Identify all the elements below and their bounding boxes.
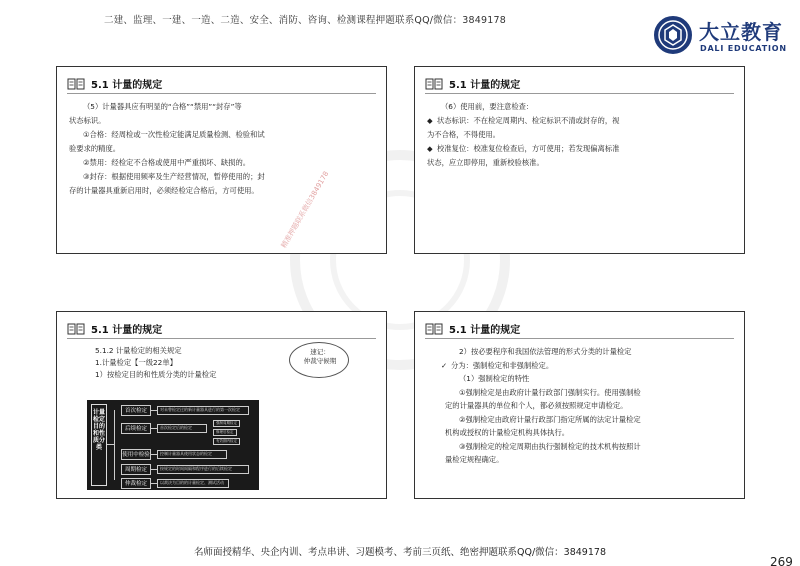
text-line: 5.1.2 计量检定的相关规定 xyxy=(95,346,182,355)
diagram-row xyxy=(121,477,229,489)
text-line: 1.计量检定【一级22单】 xyxy=(95,358,177,367)
text-line: 验要求的精度。 xyxy=(69,144,121,153)
text-line: ②强制检定由政府计量行政部门指定所属的法定计量检定 xyxy=(459,414,641,424)
diagram-row-label: 使用中检验 xyxy=(121,449,151,460)
text-line: 分为：强制检定和非强制检定。 xyxy=(451,360,554,370)
book-icon xyxy=(67,76,85,90)
memo-cloud xyxy=(289,342,349,378)
title-divider xyxy=(425,93,734,94)
watermark-stamp-text: 精准押题联系微信3849178 xyxy=(279,169,331,250)
diagram-row-label: 仲裁检定 xyxy=(121,478,151,489)
text-line: ③强制检定的检定周期由执行强制检定的技术机构按照计 xyxy=(459,441,641,451)
text-line: 状态，应立即停用，重新校验核准。 xyxy=(427,158,544,167)
text-line: （5）计量器具应有明显的“合格”“禁用”“封存”等 xyxy=(83,102,242,111)
diagram-side-label: 计量检定目的和性质分类 xyxy=(91,404,107,486)
slide-3 xyxy=(56,311,387,499)
diagram-row xyxy=(121,463,249,475)
slide-body xyxy=(441,345,734,467)
diagram-connector xyxy=(114,410,115,480)
diagram-sub-item: 有效期内检定 xyxy=(213,438,240,445)
diagram-row xyxy=(121,448,227,460)
footer-contact-text: 名师面授精华、央企内训、考点串讲、习题模考、考前三页纸、绝密押题联系QQ/微信：3849178 xyxy=(194,547,606,558)
logo-emblem-icon xyxy=(654,16,692,54)
slide-body xyxy=(427,100,732,170)
slide-title-text: 5.1 计量的规定 xyxy=(91,324,163,336)
slide-title-text: 5.1 计量的规定 xyxy=(449,79,521,91)
logo-name: 大立教育 xyxy=(699,20,783,44)
title-divider xyxy=(425,338,734,339)
text-line: ②禁用：经检定不合格或使用中严重损坏、缺损的。 xyxy=(83,158,251,167)
diagram-sub-item: 修理后检定 xyxy=(213,429,237,436)
diagram-row xyxy=(121,422,207,434)
slide-title xyxy=(67,74,162,92)
slide-title xyxy=(425,74,520,92)
text-line: 2）按必要程序和我国依法管理的形式分类的计量检定 xyxy=(459,347,632,356)
diagram-row-desc: 首次检定后的检定 xyxy=(157,424,207,433)
text-line: 定的计量器具的单位和个人，都必须按照规定申请检定。 xyxy=(445,401,628,410)
diagram-row xyxy=(121,404,249,416)
diagram-row-label: 后续检定 xyxy=(121,423,151,434)
header-contact-text: 二建、监理、一建、一造、二造、安全、消防、咨询、检测课程押题联系QQ/微信：3849178 xyxy=(104,15,506,26)
memo-cloud-text xyxy=(290,348,350,366)
diagram-row-label: 周期检定 xyxy=(121,464,151,475)
verification-classification-diagram xyxy=(87,400,259,490)
check-line xyxy=(441,359,734,373)
text-line: 存的计量器具重新启用时，必须经检定合格后，方可使用。 xyxy=(69,186,259,195)
text-line: ①合格：经周检或一次性检定能满足质量检测、检验和试 xyxy=(83,130,265,139)
slide-4 xyxy=(414,311,745,499)
text-line: 校准复位：校准复位检查后，方可使用；若发现偏离标准 xyxy=(437,144,620,153)
title-divider xyxy=(67,93,376,94)
checkmark-icon: ✓ xyxy=(441,360,448,370)
text-line: 量检定规程确定。 xyxy=(445,455,504,464)
slide-title-text: 5.1 计量的规定 xyxy=(91,79,163,91)
diamond-bullet-icon: ◆ xyxy=(427,116,433,125)
slide-2 xyxy=(414,66,745,254)
bullet-line xyxy=(427,114,732,128)
bullet-line xyxy=(427,142,732,156)
diagram-row-desc: 对未曾检定过的新计量器具进行的第一次检定 xyxy=(157,406,249,415)
text-line: 状态标识。 xyxy=(69,116,106,125)
slide-1 xyxy=(56,66,387,254)
diagram-sub-item: 强制周期检定 xyxy=(213,420,240,427)
diagram-row-label: 首次检定 xyxy=(121,405,151,416)
diagram-connector xyxy=(107,444,114,445)
book-icon xyxy=(425,321,443,335)
text-line: ③封存：根据使用频率及生产经营情况，暂停使用的；封 xyxy=(83,172,265,181)
text-line: 为不合格，不得使用。 xyxy=(427,130,500,139)
book-icon xyxy=(67,321,85,335)
slide-title-text: 5.1 计量的规定 xyxy=(449,324,521,336)
text-line: 机构或授权的计量检定机构具体执行。 xyxy=(445,428,570,437)
slide-body xyxy=(69,100,374,198)
text-line: （6）使用前，要注意检查： xyxy=(441,102,534,111)
diagram-row-desc: 控制计量器具使用状态的检定 xyxy=(157,450,227,459)
memo-line: 速记： xyxy=(310,348,330,356)
diagram-row-desc: 以裁决为目的的计量检定、测试活动 xyxy=(157,479,229,488)
text-line: 状态标识：不在检定周期内、检定标识不清或封存的，视 xyxy=(437,116,620,125)
diagram-row-desc: 按规定的时间间隔和程序进行的后续检定 xyxy=(157,465,249,474)
text-line: ①强制检定是由政府计量行政部门强制实行。使用强制检 xyxy=(459,387,641,397)
text-line: （1）强制检定的特性 xyxy=(459,374,530,383)
book-icon xyxy=(425,76,443,90)
diamond-bullet-icon: ◆ xyxy=(427,144,433,153)
slide-title xyxy=(425,319,520,337)
title-divider xyxy=(67,338,376,339)
memo-line: 仲裁守候期 xyxy=(303,357,337,365)
slide-title xyxy=(67,319,162,337)
logo-subtitle: DALI EDUCATION xyxy=(700,44,787,53)
dali-logo xyxy=(654,14,794,58)
page-number: 269 xyxy=(770,555,793,566)
text-line: 1）按检定目的和性质分类的计量检定 xyxy=(95,370,217,379)
